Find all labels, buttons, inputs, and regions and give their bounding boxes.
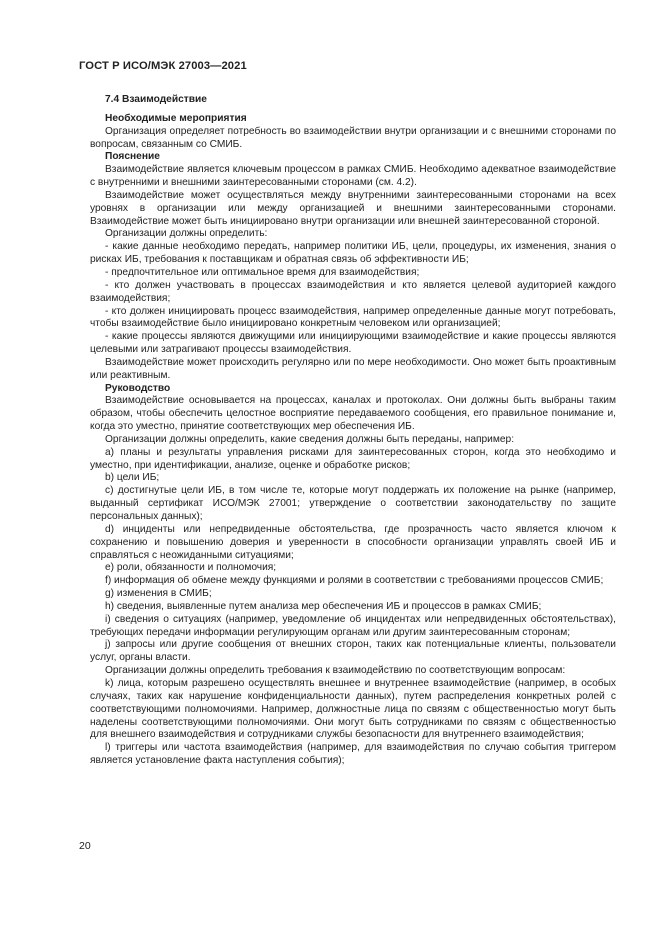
paragraph: - кто должен инициировать процесс взаимодействия, например определенные данные могут потребовать, чтобы взаимодействие было инициировано конкретным человеком или организацией; [90, 305, 616, 330]
paragraph: Взаимодействие является ключевым процессом в рамках СМИБ. Необходимо адекватное взаимодействие с внутренними и внешними заинтересованными сторонами (см. 4.2). [90, 164, 616, 189]
paragraph: h) сведения, выявленные путем анализа мер обеспечения ИБ и процессов в рамках СМИБ; [105, 600, 542, 612]
paragraph: Организации должны определить, какие сведения должны быть переданы, например: [105, 433, 515, 445]
subheading: Пояснение [105, 151, 160, 163]
section-title: 7.4 Взаимодействие [105, 94, 207, 105]
paragraph: Организации должны определить: [105, 228, 268, 240]
paragraph: - какие данные необходимо передать, например политики ИБ, цели, процедуры, их изменения, знания о рисках ИБ, требования к поставщикам и обратная связь об эффективности ИБ; [90, 241, 616, 266]
subheading: Руководство [105, 382, 171, 394]
document-header: ГОСТ Р ИСО/МЭК 27003—2021 [79, 60, 247, 72]
paragraph: l) триггеры или частота взаимодействия (например, для взаимодействия по случаю события триггером является установление факта наступления события); [90, 742, 616, 767]
paragraph: - кто должен участвовать в процессах взаимодействия и кто является целевой аудиторией каждого взаимодействия; [90, 279, 616, 304]
paragraph: f) информация об обмене между функциями и ролями в соответствии с требованиями процессов СМИБ; [105, 575, 604, 587]
paragraph: Организация определяет потребность во взаимодействии внутри организации и с внешними сторонами по вопросам, связанным со СМИБ. [90, 125, 616, 150]
paragraph: j) запросы или другие сообщения от внешних сторон, таких как потенциальные клиенты, пользователи услуг, органы власти. [90, 639, 616, 664]
paragraph: Взаимодействие может происходить регулярно или по мере необходимости. Оно может быть проактивным или реактивным. [90, 356, 616, 381]
paragraph: k) лица, которым разрешено осуществлять внешнее и внутреннее взаимодействие (например, в особых случаях, таких как нарушение конфиденциальности данных), путем распределения конкретных ролей с соответствующими полномочиями. Например, должностные лица по связям с общественностью могут быть наделены соответствующими полномочиями. Они могут быть сотрудниками по связям с общественностью для внешнего взаимодействия и сотрудниками службы безопасности для внутреннего взаимодействия; [90, 677, 616, 741]
paragraph: e) роли, обязанности и полномочия; [105, 562, 277, 574]
document-body [90, 94, 616, 768]
paragraph: c) достигнутые цели ИБ, в том числе те, которые могут поддержать их положение на рынке (например, выданный сертификат ИСО/МЭК 27001; утверждение о соответствии законодательству по защите персональных данных); [90, 485, 616, 522]
paragraph: i) сведения о ситуациях (например, уведомление об инцидентах или непредвиденных обстоятельствах), требующих передачи информации регулирующим органам или другим заинтересованным сторонам; [90, 613, 616, 638]
paragraph: a) планы и результаты управления рисками для заинтересованных сторон, когда это необходимо и уместно, при идентификации, анализе, оценке и обработке рисков; [90, 446, 616, 471]
page-number: 20 [79, 840, 91, 852]
paragraph: g) изменения в СМИБ; [105, 588, 212, 600]
paragraph: b) цели ИБ; [105, 472, 160, 484]
text-blocks [90, 113, 616, 768]
paragraph: Организации должны определить требования к взаимодействию по соответствующим вопросам: [105, 665, 566, 677]
paragraph: Взаимодействие может осуществляться между внутренними заинтересованными сторонами на всех уровнях в организации или между организацией и внешними заинтересованными сторонами. Взаимодействие может быть инициировано внутри организации или внешней заинтересованной стороной. [90, 189, 616, 227]
paragraph: - какие процессы являются движущими или инициирующими взаимодействие и какие процессы являются целевыми или затрагивают процессы взаимодействия. [90, 331, 616, 356]
subheading: Необходимые мероприятия [105, 112, 247, 124]
paragraph: Взаимодействие основывается на процессах, каналах и протоколах. Они должны быть выбраны таким образом, чтобы обеспечить целостное восприятие передаваемого сообщения, его правильное понимание и, когда это уместно, принятие соответствующих мер обеспечения ИБ. [90, 395, 616, 433]
paragraph: d) инциденты или непредвиденные обстоятельства, где прозрачность часто является ключом к сохранению и повышению доверия и уверенности в способности организации управлять своей ИБ и справляться с неожиданными ситуациями; [90, 523, 616, 561]
paragraph: - предпочтительное или оптимальное время для взаимодействия; [105, 266, 420, 278]
